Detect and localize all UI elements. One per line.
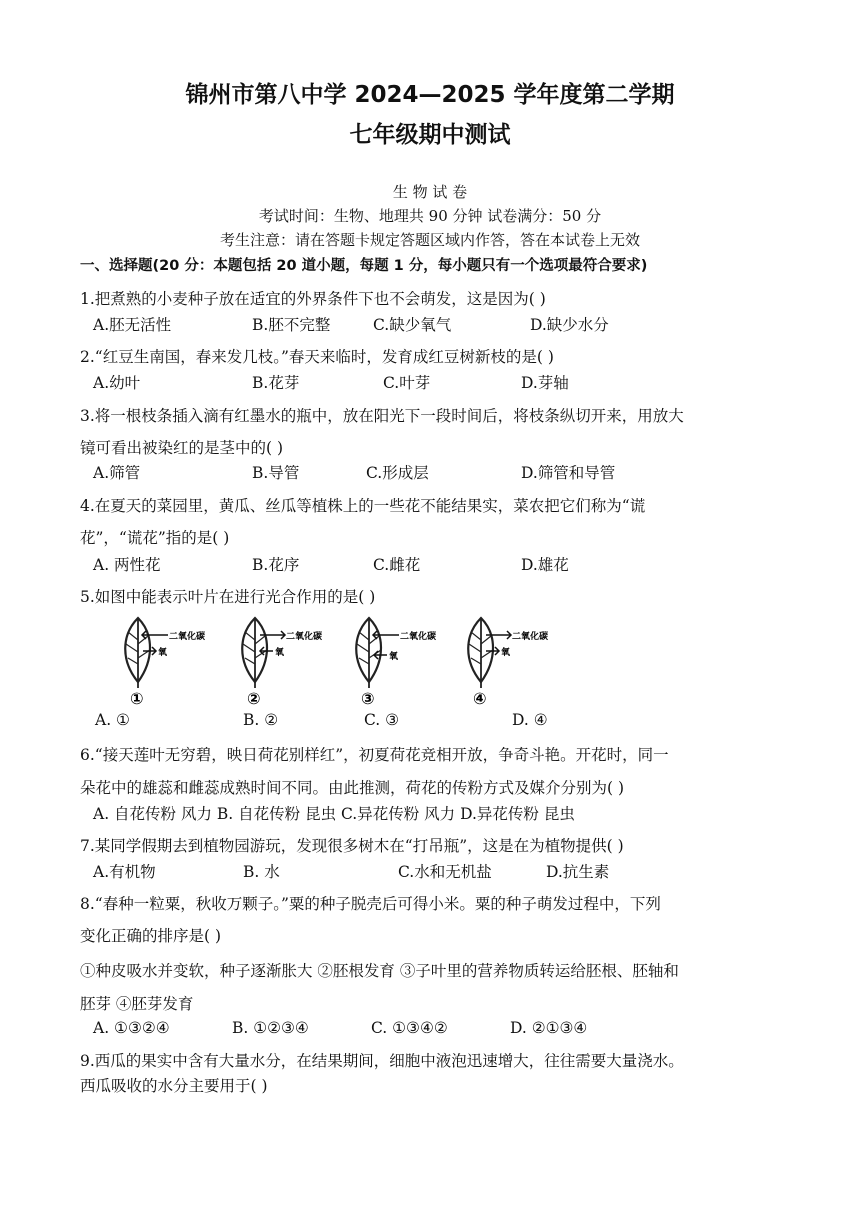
question-5-stem: 5.如图中能表示叶片在进行光合作用的是( )	[80, 588, 376, 606]
question-5-option-d: D. ④	[512, 711, 548, 729]
leaf-figure-1	[116, 610, 216, 706]
question-8-option-b: B. ①②③④	[232, 1019, 309, 1037]
leaf-2-number: ②	[247, 689, 261, 706]
question-3-option-d: D.筛管和导管	[521, 464, 616, 482]
question-3-stem-line2: 镜可看出被染红的是茎中的( )	[80, 439, 284, 457]
leaf-4-top-label: 二氧化碳	[512, 632, 549, 642]
question-2-option-c: C.叶芽	[383, 374, 431, 392]
leaf-figure-3	[347, 610, 447, 706]
question-9-stem-line1: 9.西瓜的果实中含有大量水分，在结果期间，细胞中液泡迅速增大，往往需要大量浇水。	[80, 1052, 684, 1070]
subject-label: 生 物 试 卷	[392, 183, 468, 201]
question-8-stem-line1: 8.“春种一粒粟，秋收万颗子。”粟的种子脱壳后可得小米。粟的种子萌发过程中，下列	[80, 895, 661, 913]
question-6-options: A. 自花传粉 风力 B. 自花传粉 昆虫 C.异花传粉 风力 D.异花传粉 昆虫	[93, 805, 575, 823]
question-6-stem-line1: 6.“接天莲叶无穷碧，映日荷花别样红”，初夏荷花竞相开放，争奇斗艳。开花时，同一	[80, 746, 669, 764]
question-5-option-c: C. ③	[364, 711, 400, 729]
question-2-option-a: A.幼叶	[93, 374, 141, 392]
question-1-stem: 1.把煮熟的小麦种子放在适宜的外界条件下也不会萌发，这是因为( )	[80, 290, 546, 308]
leaf-figure-4	[459, 610, 559, 706]
question-3-option-a: A.筛管	[93, 464, 141, 482]
exam-title-line1: 锦州市第八中学 2024—2025 学年度第二学期	[185, 82, 675, 108]
question-4-option-d: D.雄花	[521, 556, 569, 574]
question-7-stem: 7.某同学假期去到植物园游玩，发现很多树木在“打吊瓶”，这是在为植物提供( )	[80, 837, 624, 855]
leaf-2-bottom-label: 氧	[275, 648, 285, 658]
question-3-stem-line1: 3.将一根枝条插入滴有红墨水的瓶中，放在阳光下一段时间后，将枝条纵切开来，用放大	[80, 407, 684, 425]
question-7-option-c: C.水和无机盐	[398, 863, 492, 881]
question-5-option-a: A. ①	[95, 711, 130, 729]
question-1-option-a: A.胚无活性	[93, 316, 172, 334]
question-8-stem-line4: 胚芽 ④胚芽发育	[80, 995, 194, 1013]
question-8-option-c: C. ①③④②	[371, 1019, 448, 1037]
leaf-1-bottom-label: 氧	[158, 648, 168, 658]
question-5-option-b: B. ②	[243, 711, 279, 729]
question-7-option-b: B. 水	[243, 863, 280, 881]
question-2-stem: 2.“红豆生南国，春来发几枝。”春天来临时，发育成红豆树新枝的是( )	[80, 348, 554, 366]
leaf-2-top-label: 二氧化碳	[286, 632, 323, 642]
leaf-3-number: ③	[361, 689, 375, 706]
leaf-3-top-label: 二氧化碳	[400, 632, 437, 642]
question-1-option-d: D.缺少水分	[530, 316, 609, 334]
question-4-option-c: C.雌花	[373, 556, 421, 574]
question-8-option-d: D. ②①③④	[510, 1019, 588, 1037]
exam-notice: 考生注意：请在答题卡规定答题区域内作答，答在本试卷上无效	[219, 231, 640, 249]
question-7-option-a: A.有机物	[93, 863, 156, 881]
question-3-option-c: C.形成层	[366, 464, 429, 482]
question-1-option-c: C.缺少氧气	[373, 316, 452, 334]
question-6-stem-line2: 朵花中的雄蕊和雌蕊成熟时间不同。由此推测，荷花的传粉方式及媒介分别为( )	[80, 779, 625, 797]
leaf-1-top-label: 二氧化碳	[169, 632, 206, 642]
question-9-stem-line2: 西瓜吸收的水分主要用于( )	[80, 1077, 268, 1095]
question-1-option-b: B.胚不完整	[252, 316, 331, 334]
question-4-option-b: B.花序	[252, 556, 300, 574]
question-8-stem-line2: 变化正确的排序是( )	[80, 927, 222, 945]
question-2-option-d: D.芽轴	[521, 374, 569, 392]
leaf-1-number: ①	[130, 689, 144, 706]
question-7-option-d: D.抗生素	[546, 863, 610, 881]
question-4-option-a: A. 两性花	[93, 556, 161, 574]
exam-time: 考试时间：生物、地理共 90 分钟 试卷满分：50 分	[258, 207, 602, 225]
leaf-4-number: ④	[473, 689, 487, 706]
question-8-option-a: A. ①③②④	[93, 1019, 170, 1037]
section-heading: 一、选择题(20 分：本题包括 20 道小题，每题 1 分，每小题只有一个选项最符合要求)	[80, 258, 648, 274]
question-8-stem-line3: ①种皮吸水并变软，种子逐渐胀大 ②胚根发育 ③子叶里的营养物质转运给胚根、胚轴和	[80, 962, 679, 980]
question-4-stem-line2: 花”，“谎花”指的是( )	[80, 529, 230, 547]
question-2-option-b: B.花芽	[252, 374, 300, 392]
question-4-stem-line1: 4.在夏天的菜园里，黄瓜、丝瓜等植株上的一些花不能结果实，菜农把它们称为“谎	[80, 497, 646, 515]
leaf-3-bottom-label: 氧	[389, 652, 399, 662]
exam-title-line2: 七年级期中测试	[349, 122, 511, 148]
leaf-4-bottom-label: 氧	[501, 648, 511, 658]
leaf-figure-2	[233, 610, 333, 706]
question-3-option-b: B.导管	[252, 464, 300, 482]
